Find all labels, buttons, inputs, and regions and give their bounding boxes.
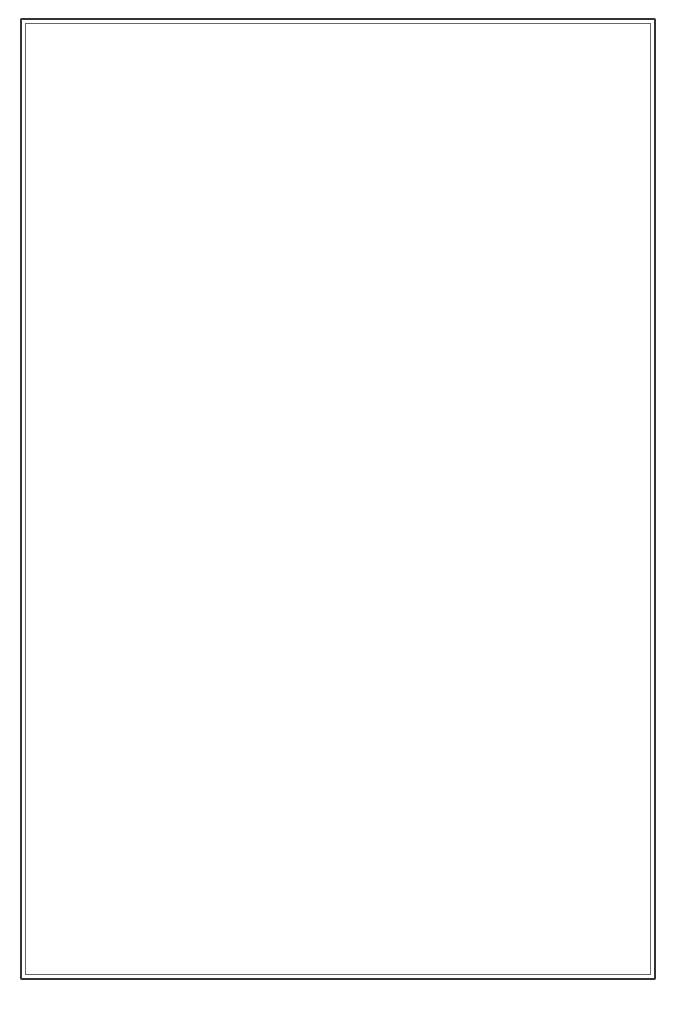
document-body [34,60,646,74]
page-border [20,18,656,980]
